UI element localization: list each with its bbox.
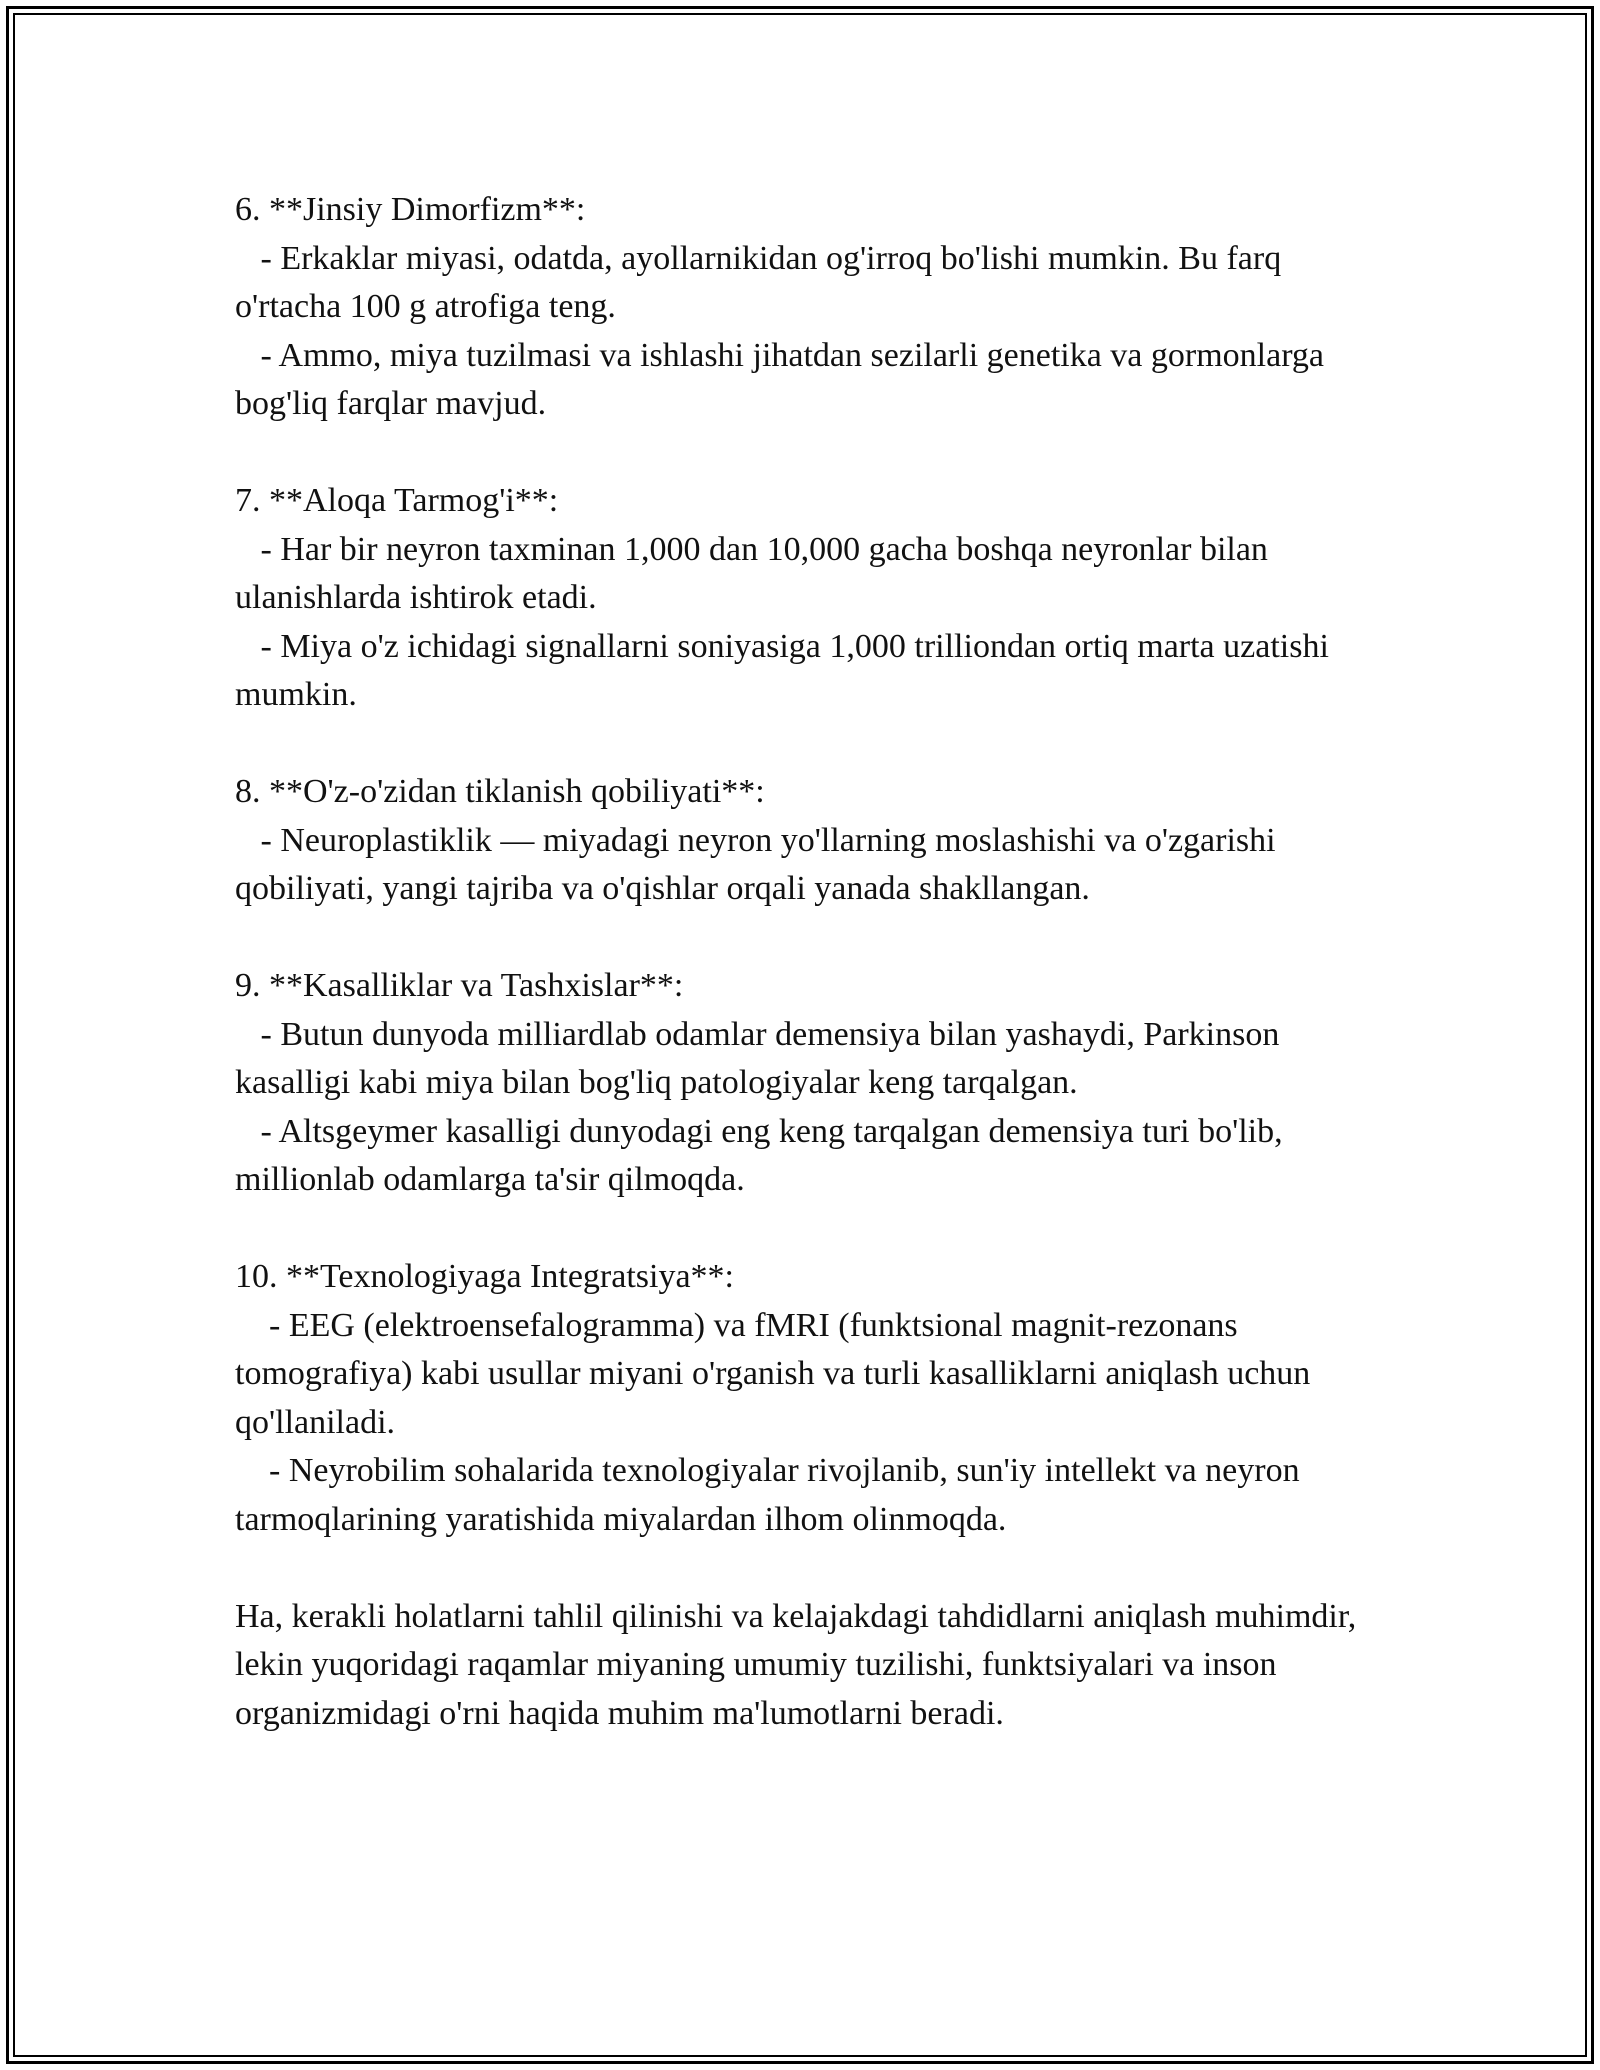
section-jinsiy-dimorfizm <box>235 186 1385 429</box>
section-texnologiya <box>235 1253 1385 1544</box>
section-aloqa-tarmogi <box>235 477 1385 720</box>
bullet-item: - Har bir neyron taxminan 1,000 dan 10,000 gacha boshqa neyronlar bilan ulanishlarda ishtirok etadi. <box>235 530 1277 616</box>
section-heading: 8. **O'z-o'zidan tiklanish qobiliyati**: <box>235 773 765 810</box>
section-heading: 7. **Aloqa Tarmog'i**: <box>235 482 559 519</box>
bullet-item: - Ammo, miya tuzilmasi va ishlashi jihatdan sezilarli genetika va gormonlarga bog'liq farqlar mavjud. <box>235 336 1333 422</box>
bullet-item: - Neuroplastiklik — miyadagi neyron yo'llarning moslashishi va o'zgarishi qobiliyati, yangi tajriba va o'qishlar orqali yanada shakllangan. <box>235 821 1285 907</box>
bullet-item: - Erkaklar miyasi, odatda, ayollarnikidan og'irroq bo'lishi mumkin. Bu farq o'rtacha 100 g atrofiga teng. <box>235 239 1290 325</box>
section-heading: 6. **Jinsiy Dimorfizm**: <box>235 191 586 228</box>
section-kasalliklar <box>235 962 1385 1205</box>
bullet-item: - Butun dunyoda milliardlab odamlar demensiya bilan yashaydi, Parkinson kasalligi kabi miya bilan bog'liq patologiyalar keng tarqalgan. <box>235 1015 1288 1101</box>
bullet-item: - Neyrobilim sohalarida texnologiyalar rivojlanib, sun'iy intellekt va neyron tarmoqlarining yaratishida miyalardan ilhom olinmoqda. <box>235 1452 1309 1538</box>
bullet-item: - Altsgeymer kasalligi dunyodagi eng keng tarqalgan demensiya turi bo'lib, millionlab odamlarga ta'sir qilmoqda. <box>235 1112 1292 1198</box>
section-tiklanish-qobiliyati <box>235 768 1385 914</box>
document-body <box>235 186 1385 1738</box>
bullet-item: - Miya o'z ichidagi signallarni soniyasiga 1,000 trilliondan ortiq marta uzatishi mumkin. <box>235 627 1338 713</box>
bullet-item: - EEG (elektroensefalogramma) va fMRI (funktsional magnit-rezonans tomografiya) kabi usullar miyani o'rganish va turli kasalliklarni aniqlash uchun qo'llaniladi. <box>235 1306 1319 1441</box>
section-heading: 9. **Kasalliklar va Tashxislar**: <box>235 967 684 1004</box>
section-heading: 10. **Texnologiyaga Integratsiya**: <box>235 1258 734 1295</box>
closing-paragraph: Ha, kerakli holatlarni tahlil qilinishi va kelajakdagi tahdidlarni aniqlash muhimdir, lekin yuqoridagi raqamlar miyaning umumiy tuzilishi, funktsiyalari va inson organizmidagi o'rni haqida muhim ma'lumotlarni beradi. <box>235 1597 1357 1732</box>
